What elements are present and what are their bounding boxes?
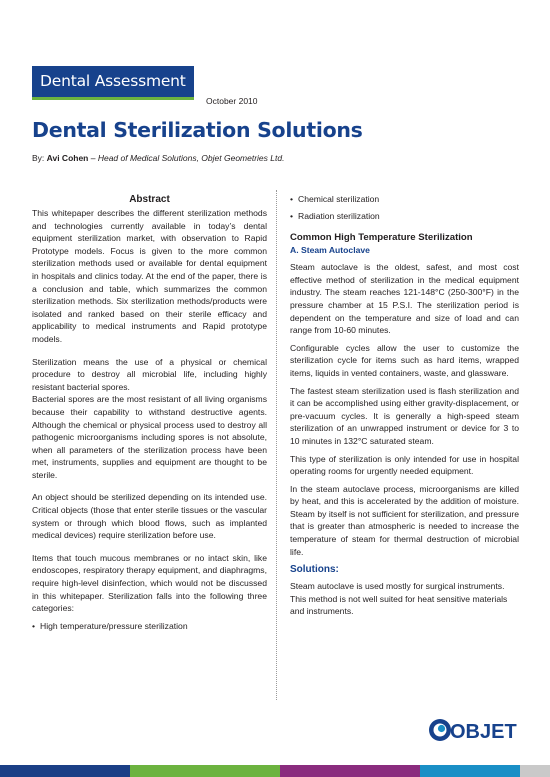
- abstract-heading: Abstract: [129, 194, 170, 205]
- subsection-heading: A. Steam Autoclave: [290, 245, 370, 256]
- list-item: [290, 210, 519, 223]
- list-item: [290, 193, 519, 206]
- body-paragraph: This type of sterilization is only intended for use in hospital operating rooms for urgently needed equipment.: [290, 453, 519, 477]
- footer-bar-segment: [420, 765, 520, 777]
- footer-bar-segment: [0, 765, 130, 777]
- bullet-glyph: •: [32, 620, 36, 631]
- list-item: [32, 620, 267, 633]
- bullet-glyph: •: [290, 194, 294, 204]
- byline-prefix: By:: [32, 153, 47, 163]
- body-paragraph: Sterilization means the use of a physical or chemical procedure to destroy all microbial life, including highly resistant bacterial spores.: [32, 356, 267, 392]
- body-paragraph: Items that touch mucous membranes or no intact skin, like endoscopes, respiratory therapy equipment, and diaphragms, require high-level disinfection, which would not be discussed in this whitepaper. Sterilization falls into the following three categories:: [32, 552, 267, 614]
- byline-author: Avi Cohen: [46, 153, 89, 163]
- body-paragraph: Steam autoclave is the oldest, safest, and most cost effective method of sterilization in the medical equipment industry. The steam reaches 121-148°C (250-300°F) in the pressure chamber at 15 P.S.I. The sterilization period is dependent on the temperature and size of load and can range from 10-60 minutes.: [290, 262, 519, 336]
- list-item-text: Chemical sterilization: [298, 194, 380, 204]
- list-item-text: High temperature/pressure sterilization: [40, 620, 188, 631]
- byline-role: – Head of Medical Solutions, Objet Geometries Ltd.: [88, 153, 285, 163]
- body-paragraph: In the steam autoclave process, microorganisms are killed by heat, and this is accelerated by the addition of moisture. Steam by itself is not sufficient for sterilization, and pressure that is greater than atmospheric is needed to increase the temperature of steam for thermal destruction of microbial life.: [290, 483, 519, 557]
- body-paragraph: Bacterial spores are the most resistant of all living organisms because their capability to withstand destructive agents. Although the chemical or physical process used to destroy all pathogenic microorganisms including spores is not absolute, when all parameters of the sterilization process have been met, instruments, supplies and equipment are thought to be sterile.: [32, 394, 267, 480]
- solutions-heading: Solutions:: [290, 564, 339, 576]
- objet-logo: [428, 717, 528, 743]
- issue-date: October 2010: [206, 96, 258, 106]
- abstract-paragraph: This whitepaper describes the different sterilization methods and technologies currently available in today’s dental equipment sterilization market, with observation to Rapid Prototype models. Focus is given to the more common sterilization methods used or available for dental equipment in hospitals and clinics today. At the end of the paper, there is a conclusion and table, which summarizes the common sterilization methods. Six sterilization methods/products were isolated and ranked based on their sterile efficacy and applicability to medical instruments and Rapid prototype models.: [32, 208, 267, 344]
- right-column: [290, 193, 519, 618]
- page-title: Dental Sterilization Solutions: [32, 118, 363, 142]
- left-column: [32, 193, 267, 636]
- body-paragraph: The fastest steam sterilization used is flash sterilization and it can be accomplished using either gravity-displacement, or pre-vacuum cycles. It is generally a high-speed steam sterilization of an unwrapped instrument or device for 3 to 10 minutes in 132°C saturated steam.: [290, 385, 519, 446]
- list-item-text: Radiation sterilization: [298, 210, 380, 221]
- bullet-glyph: •: [290, 210, 294, 221]
- section-heading: Common High Temperature Sterilization: [290, 232, 473, 244]
- column-divider: [276, 190, 277, 700]
- body-paragraph: Configurable cycles allow the user to customize the sterilization cycle for items such as hard items, wrapped items, liquids in vented containers, waste, and glassware.: [290, 342, 519, 378]
- footer-bar-segment: [130, 765, 280, 777]
- body-paragraph: An object should be sterilized depending on its intended use. Critical objects (those that enter sterile tissues or the vascular system or through which blood flows, such as implanted medical devices) require sterilization before use.: [32, 492, 267, 541]
- header-banner: [32, 66, 194, 100]
- body-paragraph: Steam autoclave is used mostly for surgical instruments.: [290, 581, 505, 592]
- footer-bar-segment: [280, 765, 420, 777]
- logo-text: OBJET: [450, 721, 517, 743]
- body-paragraph: This method is not well suited for heat sensitive materials and instruments.: [290, 593, 508, 617]
- byline: [32, 153, 284, 163]
- footer-bar-segment: [520, 765, 550, 777]
- footer-color-bar: [0, 765, 550, 777]
- banner-title: Dental Assessment: [40, 72, 186, 90]
